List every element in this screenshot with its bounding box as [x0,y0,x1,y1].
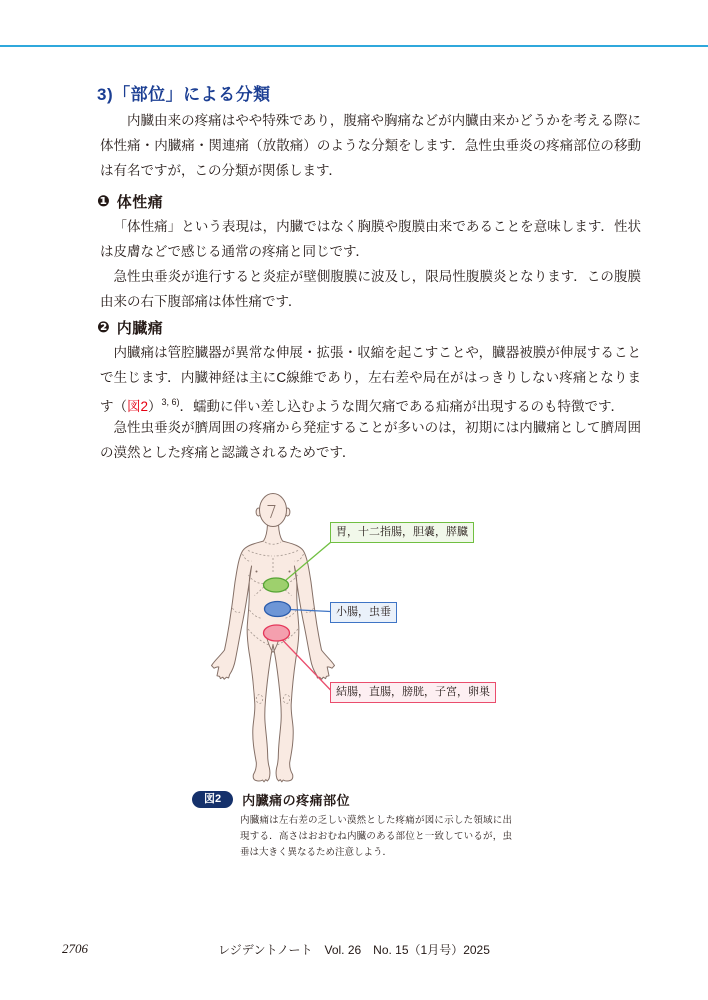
subsection-visceral-heading [97,317,163,338]
somatic-paragraph-1: 「体性痛」という表現は，内臓ではなく胸膜や腹膜由来であることを意味します．性状は皮膚などで感じる通常の疼痛と同じです． [100,219,641,259]
figure-2-diagram [185,480,515,790]
intro-paragraph: 内臓由来の疼痛はやや特殊であり，腹痛や胸痛などが内臓由来かどうかを考える際に体性痛・内臓痛・関連痛（放散痛）のような分類をします．急性虫垂炎の疼痛部位の移動は有名ですが，この分類が関係します． [100,113,641,178]
left-nipple-dot [256,571,258,573]
page-top-rule [0,45,708,47]
epigastric-pain-oval [264,578,289,592]
citation-superscript: 3, 6) [161,397,180,407]
periumbilical-pain-oval [265,602,291,617]
visceral-paragraph-2: 急性虫垂炎が臍周囲の疼痛から発症することが多いのは，初期には内臓痛として臍周囲の漠然とした疼痛と認識されるためです． [100,420,641,460]
figure-number-badge: 図2 [192,791,233,808]
section-heading: 3)「部位」による分類 [97,85,271,104]
figure-reference-link[interactable]: 図2 [127,399,149,414]
visceral-text-after: ．蠕動に伴い差し込むような間欠痛である疝痛が出現するのも特徴です． [179,399,624,414]
figure-caption-title: 内臓痛の疼痛部位 [242,793,351,808]
visceral-text-before: 内臓痛は管腔臓器が異常な伸展・拡張・収縮を起こすことや，臓器被膜が伸展することで生じます．内臓神経は主にC線維であり，左右差や局在がはっきりしない疼痛となります（ [100,345,641,414]
closing-paren: ） [148,399,162,414]
subsection-somatic-heading [97,191,163,212]
figure-caption-text: 内臓痛は左右差の乏しい漠然とした疼痛が図に示した領域に出現する．高さはおおむね内臓のある部位と一致しているが，虫垂は大きく異なるため注意しよう． [240,815,512,858]
journal-footer-line: レジデントノート Vol. 26 No. 15（1月号）2025 [218,943,490,957]
figure-caption [192,790,522,861]
label-colon-rectum-bladder-uterus-ovary: 結腸，直腸，膀胱，子宮，卵巣 [330,682,496,703]
circled-one-icon: ❶ [97,193,110,210]
right-nipple-dot [289,571,291,573]
suprapubic-pain-oval [264,625,290,641]
visceral-paragraph-1 [100,340,641,419]
label-small-intestine-appendix: 小腸，虫垂 [330,602,397,623]
somatic-paragraph-2: 急性虫垂炎が進行すると炎症が壁側腹膜に波及し，限局性腹膜炎となります．この腹膜由来の右下腹部痛は体性痛です． [100,269,641,309]
subsection-visceral-title: 内臓痛 [116,320,164,337]
circled-two-icon: ❷ [97,319,110,336]
subsection-somatic-title: 体性痛 [116,194,164,211]
label-stomach-duodenum-gallbladder-pancreas: 胃，十二指腸，胆嚢，膵臓 [330,522,474,543]
page-number: 2706 [62,941,88,956]
